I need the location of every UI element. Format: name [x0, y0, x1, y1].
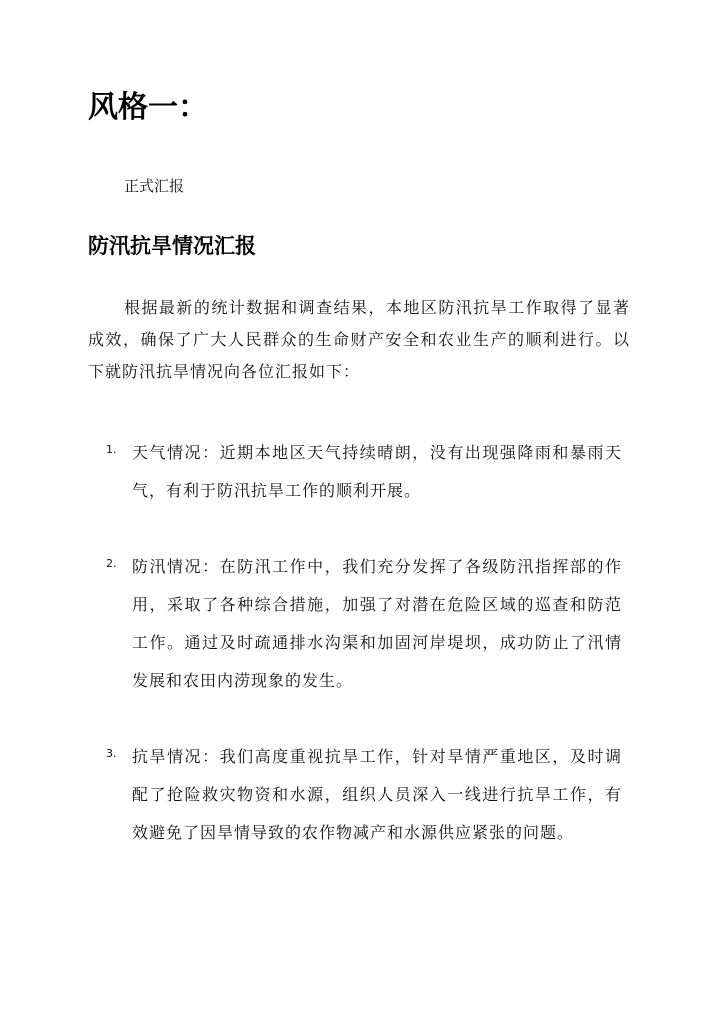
list-item-text: 天气情况：近期本地区天气持续晴朗，没有出现强降雨和暴雨天气，有利于防汛抗旱工作的顺利开展。 — [132, 443, 622, 500]
list-item-number: 1. — [106, 443, 117, 456]
intro-paragraph: 根据最新的统计数据和调查结果，本地区防汛抗旱工作取得了显著成效，确保了广大人民群众的生命财产安全和农业生产的顺利进行。以下就防汛抗旱情况向各位汇报如下： — [88, 298, 630, 381]
list-item-weather — [106, 434, 622, 510]
list-item-text: 防汛情况：在防汛工作中，我们充分发挥了各级防汛指挥部的作用，采取了各种综合措施，加强了对潜在危险区域的巡查和防范工作。通过及时疏通排水沟渠和加固河岸堤坝，成功防止了汛情发展和农田内涝现象的发生。 — [132, 557, 622, 690]
list-item-drought-relief — [106, 738, 622, 852]
report-heading: 防汛抗旱情况汇报 — [88, 233, 256, 258]
list-item-text: 抗旱情况：我们高度重视抗旱工作，针对旱情严重地区，及时调配了抢险救灾物资和水源，组织人员深入一线进行抗旱工作，有效避免了因旱情导致的农作物减产和水源供应紧张的问题。 — [132, 747, 622, 842]
list-item-number: 2. — [106, 557, 117, 570]
list-item-flood-control — [106, 548, 622, 700]
report-list — [106, 434, 622, 890]
document-title: 风格一： — [88, 90, 208, 125]
document-subtitle: 正式汇报 — [124, 177, 185, 195]
list-item-number: 3. — [106, 747, 117, 760]
